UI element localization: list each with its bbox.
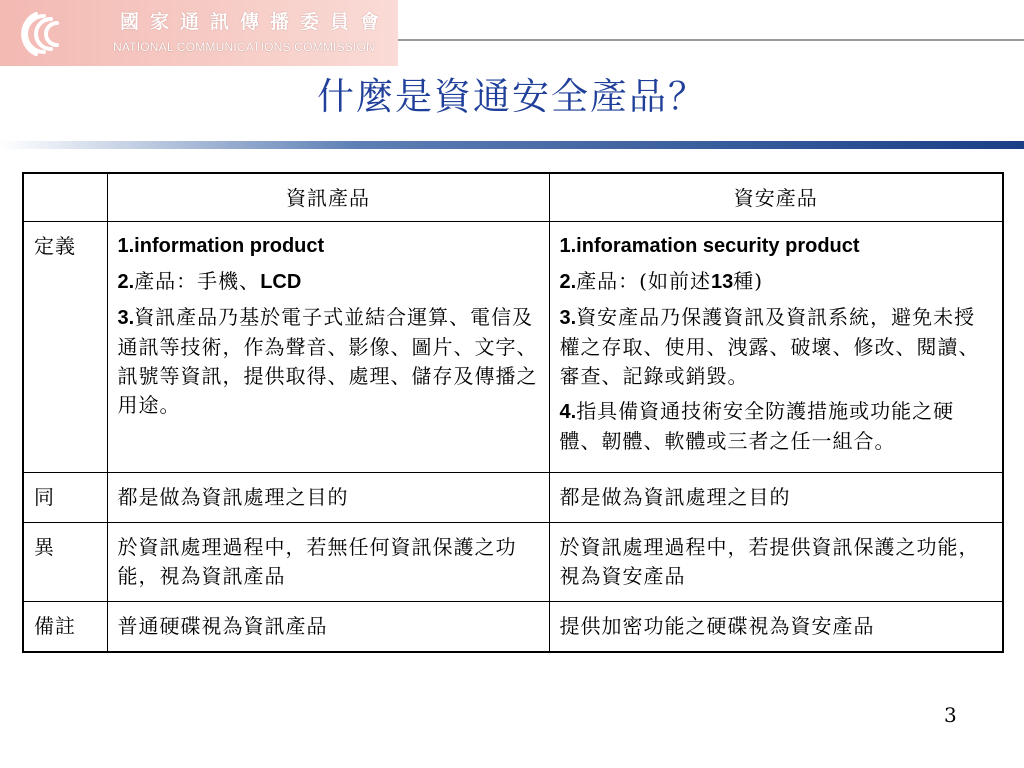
header-cell-empty (23, 173, 107, 222)
row-label-note: 備註 (23, 602, 107, 653)
table-row-note (23, 602, 1003, 653)
table-row-same (23, 473, 1003, 523)
diff-info-cell: 於資訊處理過程中，若無任何資訊保護之功能，視為資訊產品 (107, 523, 549, 602)
note-security-cell: 提供加密功能之硬碟視為資安產品 (549, 602, 1003, 653)
security-item-2: 2.產品：(如前述13種) (559, 269, 764, 293)
org-name-chinese: 國家通訊傳播委員會 (120, 11, 391, 33)
row-label-definition: 定義 (23, 222, 107, 473)
header-cell-security-product: 資安產品 (549, 173, 1003, 222)
slide-header (0, 0, 1024, 150)
security-item-1: 1.inforamation security product (559, 235, 860, 257)
info-item-1: 1.information product (117, 235, 325, 257)
table-header-row (23, 173, 1003, 222)
security-item-3: 3.資安產品乃保護資訊及資訊系統，避免未授權之存取、使用、洩露、破壞、修改、閱讀、審查、記錄或銷毀。 (559, 305, 980, 388)
table-row-diff (23, 523, 1003, 602)
page-title: 什麼是資通安全產品？ (317, 75, 707, 118)
header-cell-info-product: 資訊產品 (107, 173, 549, 222)
ncc-logo-icon (6, 6, 64, 60)
row-label-same: 同 (23, 473, 107, 523)
note-info-cell: 普通硬碟視為資訊產品 (107, 602, 549, 653)
same-security-cell: 都是做為資訊處理之目的 (549, 473, 1003, 523)
header-rule (398, 39, 1024, 41)
table-row-definition (23, 222, 1003, 473)
definition-security-cell (549, 222, 1003, 473)
row-label-diff: 異 (23, 523, 107, 602)
comparison-table (22, 172, 1004, 653)
diff-security-cell: 於資訊處理過程中，若提供資訊保護之功能，視為資安產品 (549, 523, 1003, 602)
definition-info-cell (107, 222, 549, 473)
org-name-english: NATIONAL COMMUNICATIONS COMMISSION (113, 40, 375, 54)
security-item-4: 4.指具備資通技術安全防護措施或功能之硬體、韌體、軟體或三者之任一組合。 (559, 399, 955, 453)
info-item-2: 2.產品：手機、LCD (117, 269, 302, 293)
info-item-3: 3.資訊產品乃基於電子式並結合運算、電信及通訊等技術，作為聲音、影像、圖片、文字、訊號等資訊，提供取得、處理、儲存及傳播之用途。 (117, 305, 538, 417)
same-info-cell: 都是做為資訊處理之目的 (107, 473, 549, 523)
page-number: 3 (944, 703, 957, 727)
ncc-logo-banner (0, 0, 398, 66)
title-underline-bar (0, 141, 1024, 149)
